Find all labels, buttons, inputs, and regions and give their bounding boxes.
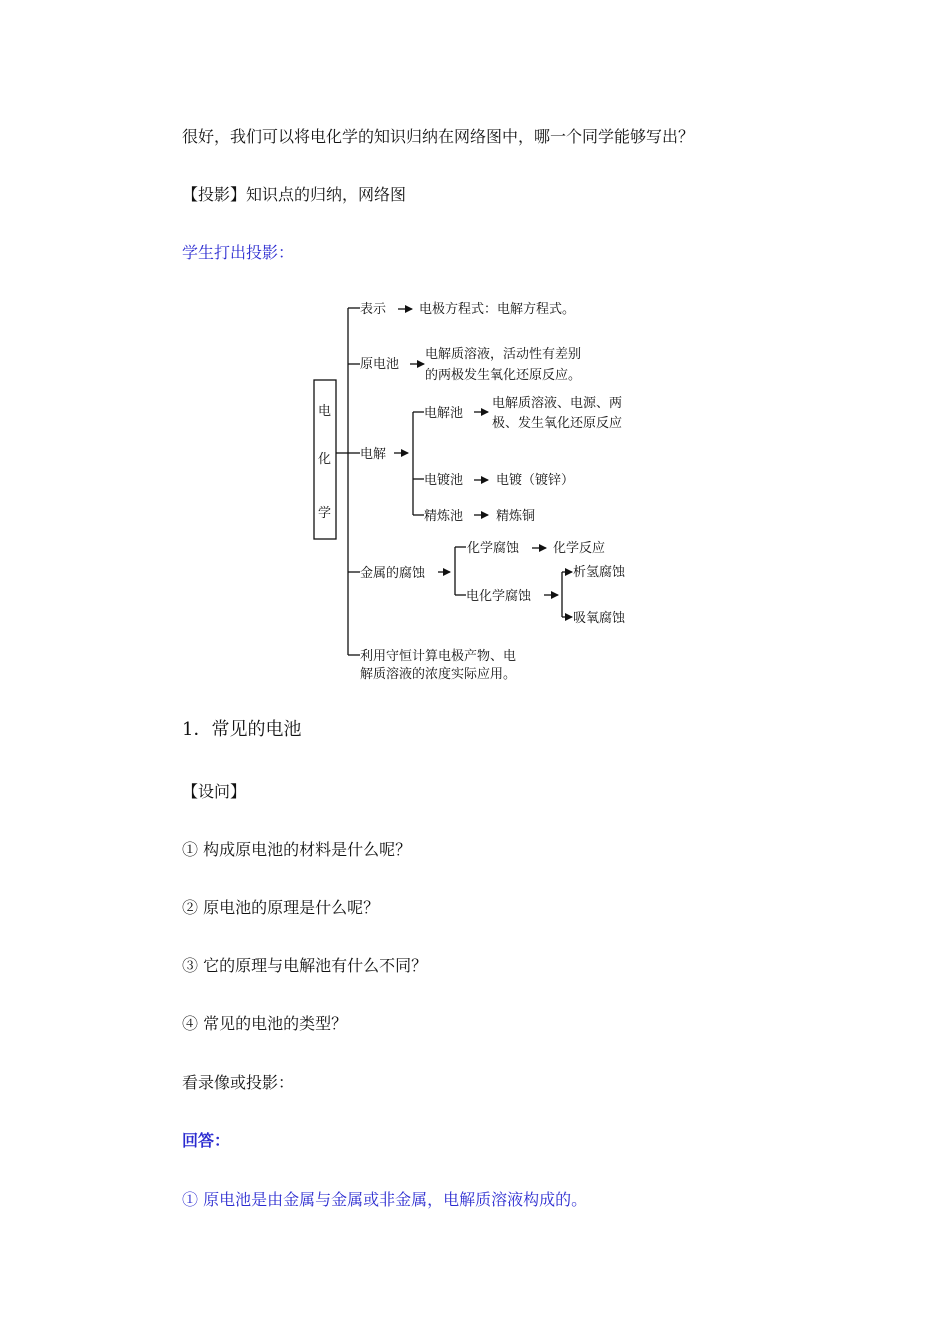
galvanic-result-line2: 的两极发生氧化还原反应。 [425,368,582,383]
question-1: ① 构成原电池的材料是什么呢？ [182,840,412,859]
watch-text: 看录像或投影： [182,1073,295,1092]
branch-metal-corrosion: 金属的腐蚀 [360,566,426,581]
root-char-3: 学 [318,506,332,521]
electrolysis-cell: 电解池 [424,406,464,421]
root-char-1: 电 [318,404,332,419]
oxygen-absorption-corrosion: 吸氧腐蚀 [573,611,626,626]
section-title: 1．常见的电池 [182,719,302,740]
branch-calculation-line2: 解质溶液的浓度实际应用。 [360,667,517,682]
answer-1: ① 原电池是由金属与金属或非金属，电解质溶液构成的。 [182,1190,588,1209]
electrolysis-cell-result-line2: 极、发生氧化还原反应 [492,416,623,431]
question-header: 【设问】 [182,782,247,801]
electrochemical-corrosion: 电化学腐蚀 [466,589,532,604]
plating-cell-result: 电镀（镀锌） [496,473,575,488]
electrochemistry-network-diagram [300,290,660,690]
projection-text: 【投影】知识点的归纳，网络图 [182,185,407,204]
branch-electrolysis: 电解 [360,447,387,462]
branch-represent: 表示 [360,302,387,317]
plating-cell: 电镀池 [424,473,464,488]
question-4: ④ 常见的电池的类型？ [182,1014,348,1033]
question-3: ③ 它的原理与电解池有什么不同？ [182,956,428,975]
student-projection-text: 学生打出投影： [182,243,295,262]
hydrogen-evolution-corrosion: 析氢腐蚀 [573,565,626,580]
galvanic-result-line1: 电解质溶液，活动性有差别 [425,347,582,362]
branch-calculation-line1: 利用守恒计算电极产物、电 [360,649,517,664]
branch-represent-result: 电极方程式：电解方程式。 [419,302,576,317]
electrolysis-cell-result-line1: 电解质溶液、电源、两 [492,396,623,411]
refining-cell: 精炼池 [424,509,464,524]
chemical-corrosion: 化学腐蚀 [467,541,520,556]
question-2: ② 原电池的原理是什么呢？ [182,898,380,917]
intro-text: 很好，我们可以将电化学的知识归纳在网络图中，哪一个同学能够写出？ [182,127,695,146]
chemical-corrosion-result: 化学反应 [553,541,606,556]
answer-label: 回答： [182,1131,231,1150]
refining-cell-result: 精炼铜 [496,509,536,524]
branch-galvanic-cell: 原电池 [360,357,400,372]
root-char-2: 化 [318,452,332,467]
